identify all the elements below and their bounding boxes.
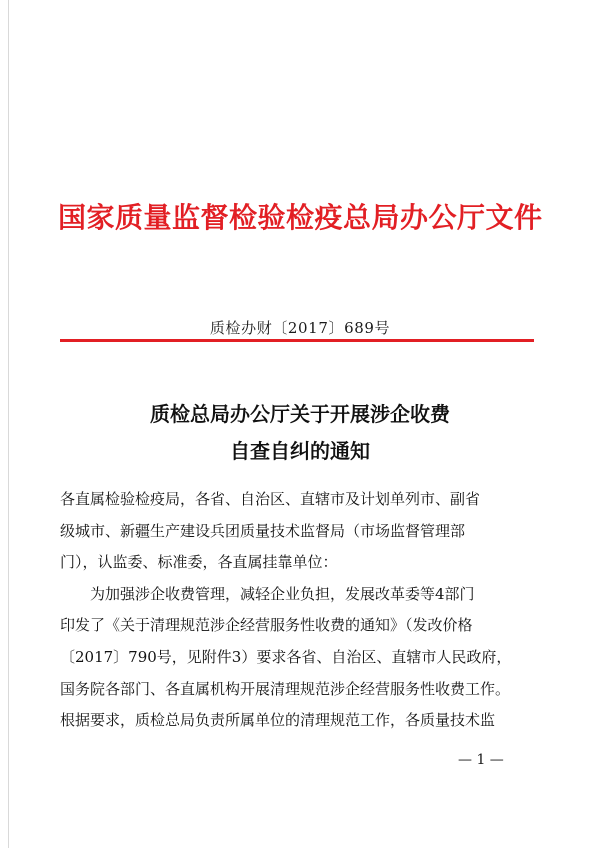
body-line-7: 国务院各部门、各直属机构开展清理规范涉企经营服务性收费工作。 [60, 679, 511, 698]
body-line-3: 门），认监委、标准委，各直属挂靠单位： [60, 553, 338, 572]
issuing-office-header: 国家质量监督检验检疫总局办公厅文件 [58, 201, 543, 234]
notice-body [60, 484, 540, 737]
page-number: — 1 — [458, 752, 504, 768]
body-line-2: 级城市、新疆生产建设兵团质量技术监督局（市场监督管理部 [60, 521, 466, 540]
body-line-4: 为加强涉企收费管理，减轻企业负担，发展改革委等4部门 [90, 584, 475, 603]
body-line-1: 各直属检验检疫局，各省、自治区、直辖市及计划单列市、副省 [60, 490, 481, 508]
notice-title-line-2: 自查自纠的通知 [230, 439, 370, 463]
notice-title [0, 396, 600, 470]
document-number: 质检办财〔2017〕689号 [209, 319, 391, 337]
body-line-8: 根据要求，质检总局负责所属单位的清理规范工作，各质量技术监 [60, 711, 496, 730]
body-line-5: 印发了《关于清理规范涉企经营服务性收费的通知》（发改价格 [60, 616, 473, 635]
notice-title-line-1: 质检总局办公厅关于开展涉企收费 [150, 402, 450, 426]
body-line-6: 〔2017〕790号，见附件3）要求各省、自治区、直辖市人民政府， [60, 647, 512, 666]
red-separator-line [60, 339, 534, 342]
